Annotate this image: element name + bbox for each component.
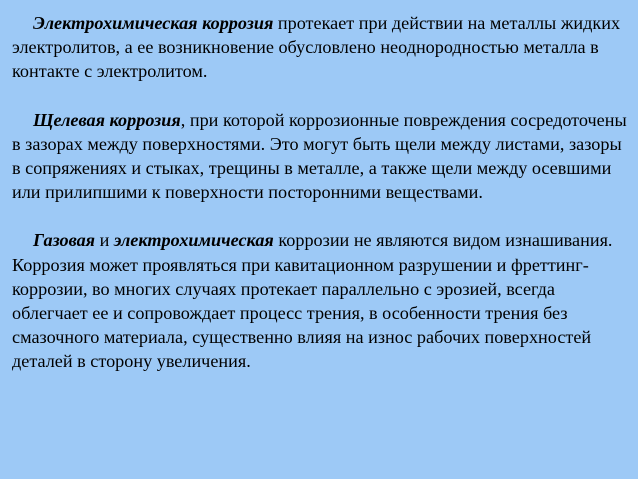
term-electrochemical: электрохимическая [113,230,274,251]
paragraph-text: протекает при действии на металлы жидких электролитов, а ее возникновение обусловлено неоднородностью металла в контакте с электролитом. [12,13,621,82]
paragraph-crevice-corrosion [12,108,632,205]
paragraph-text: коррозии не являются видом изнашивания. Коррозия может проявляться при кавитационном разрушении и фреттинг-коррозии, во многих случаях протекает параллельно с эрозией, всегда облегчает ее и сопровождает процесс трения, в особенности трения без смазочного материала, существенно влияя на износ рабочих поверхностей деталей в сторону увеличения. [12,230,613,372]
paragraph-electrochemical-corrosion [12,11,632,84]
term-gas: Газовая [33,230,96,251]
term-crevice-corrosion: Щелевая коррозия [33,109,181,130]
paragraph-text: и [95,230,114,251]
term-electrochemical-corrosion: Электрохимическая коррозия [33,13,274,33]
paragraph-text: , при которой коррозионные повреждения сосредоточены в зазорах между поверхностями. Это могут быть щели между листами, зазоры в сопряжениях и стыках, трещины в металле, а также щели между осевшими или прилипшими к поверхности посторонними веществами. [12,109,627,203]
slide-text-block [12,11,632,374]
paragraph-gas-and-electrochemical [12,228,632,373]
